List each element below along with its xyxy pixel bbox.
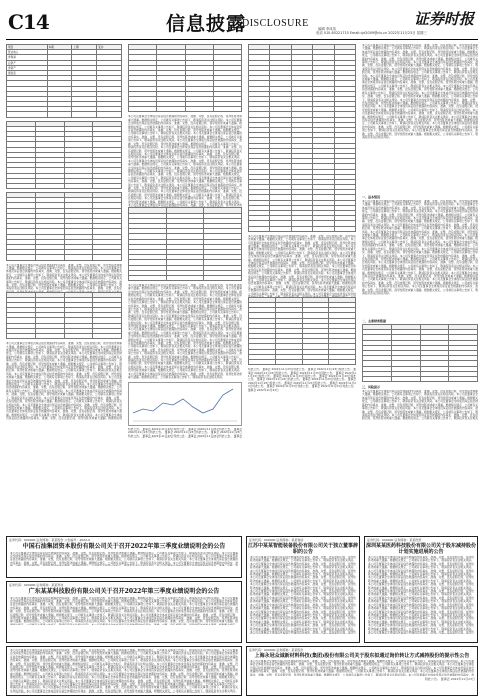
section-heading: 一、基本情况: [362, 195, 381, 199]
table-header: 变动: [97, 45, 122, 50]
financial-table: [128, 207, 242, 281]
column-1: [6, 44, 122, 420]
table-cell: 净利润: [7, 55, 48, 60]
body-text: 本公司及董事会全体成员保证信息披露的内容真实、准确、完整，没有虚假记载、误导性陈述或重大遗漏。根据相关规定，公司就有关事项公告如下，敬请投资者关注相关风险。本公司及董事会全体成员保证信息披露的内容真实、准确、完整，没有虚假记载、误导性陈述或重大遗漏。根据相关规定，公司就有关事项公告如下，敬请投资者关注相关风险。本公司及董事会全体成员保证信息披露的内容真实、准确、完整，没有虚假记载、误导性陈述或重大遗漏。根据相关规定，公司就有关事项公告如下，敬请投资者关注相关风险。本公司及董事会全体成员保证信息披露的内容真实、准确、完整，没有虚假记载、误导性陈述或重大遗漏。根据相关规定，公司就有关事项公告如下，敬请投资者关注相关风险。本公司及董事会全体成员保证信息披露的内容真实、准确、完整，没有虚假记载、误导性陈述或重大遗漏。根据相关规定，公司就有关事项公告如下，敬请投资者关注相关风险。本公司及董事会全体成员保证信息披露的内容真实、准确、完整，没有虚假记载、误导性陈述或重大遗漏。根据相关规定，公司就有关事项公告如下，敬请投资者关注相关风险。本公司及董事会全体成员保证信息披露的内容真实、准确、完整，没有虚假记载、误导性陈述或重大遗漏。根据相关规定，公司就有关事项公告如下，敬请投资者关注相关风险。本公司及董事会全体成员保证信息披露的内容真实、准确、完整，没有虚假记载、误导性陈述或重大遗漏。根据相关规定，公司就有关事项公告如下，敬请投资者关注相关风险。本公司及董事会全体成员保证信息披露的内容真实、准确、完整，没有虚假记载、误导性陈述或重大遗漏。根据相关规定，公司就有关事项公告如下，敬请投资者关注相关风险。本公司及董事会全体成员保证信息披: [248, 234, 356, 296]
table-cell: 净资产: [7, 65, 48, 70]
announcement-ad-3: [246, 536, 360, 643]
announcement-ad-6: [6, 646, 242, 696]
table-cell: 营业收入: [7, 50, 48, 55]
financial-table: [6, 292, 122, 340]
stock-chart: [128, 382, 242, 426]
body-text: 本公司及董事会全体成员保证信息披露的内容真实、准确、完整，没有虚假记载、误导性陈述或重大遗漏。根据相关规定，公司就有关事项公告如下，敬请投资者关注相关风险。本公司及董事会全体成员保证信息披露的内容真实、准确、完整，没有虚假记载、误导性陈述或重大遗漏。根据相关规定，公司就有关事项公告如下，敬请投资者关注相关风险。本公司及董事会全体成员保证信息披露的内容真实、准确、完整，没有虚假记载、误导性陈述或重大遗漏。根据相关规定，公司就有关事项公告如下，敬请投资者关注相关风险。本公司及董事会全体成员保证信息披露的内容真实、准确、完整，没有虚假记载、误导性陈述或重大遗漏。根据相关规定，公司就有关事项公告如下，敬请投资者关注相关风险。本公司及董事会全体成员保证信息披露的内容真实、准确、完整，没有虚假记载、误导性陈述或重大遗漏。根据相关规定，公司就有关事项公告如下，敬请投资者关注相关风险。本公司及董事会全体成员保证信息披露的内容真实、准确、完整，没有虚假记载、误导性陈述或重大遗漏。根据相关规定，公司就有关事项公告如下，敬请投资者关注相关风险。本公司及董事会全体成员保证信息披露的内容真实、准确、完整，没有虚假记载、误导性陈述或重大遗漏。根据相关规定，公司就有关事项公告如下，敬请投资者关注相关风险。本公司及董事会全体成员保证信息披露的内容真实、准确、完整，没有虚假记载、误导性陈述或重大遗漏。根据相关规定，公司就有关事项公告如下，敬请投资者关注相关风险。本公司及董事会全体成员保证信息披露的内容真实、准确、完整，没有虚假记载、误导性陈述或重大遗漏。根据相关规定，公司就有关事项公告如下，敬请投资者关注相关风险。本公司及董事会全体成员保证信息披露的内容真实、准确、完整，没有虚假记载、误导性陈述或重大遗漏。根据相关规定，公司就有关事项公告如下，敬请投资者关注相关风险。本公司及董事会全体成员保证信息披露的内容真实、准确、完整，没有虚假记载、误导性陈述或重大遗漏。根据相关规定，公司就有关事项公告如下，敬请投资者关注相关风险。本公司及董事会全体成员保证信息披露的内容真实、准确、完整，没有虚假记载、误导性陈述或重大遗漏。根据相关规定，公司就有关事项公告如下，敬请投资者关注相关风险。本公司及董事会全体成员保证信息披露的内容真实、准确、完整，没有虚假记载、误导性陈述或重大遗漏。根据相关规定，公司就有关事项公告如下，敬请投资者关注相关风险。本公司及董事会全体成员保证信息披露的内容真实、准确、完整，没有虚假记载、误导性陈述或重大遗漏。根据相关规定，公司就有关事项公告如下，敬请投资者关注相关风险。本公司及董事会全体成员保证信息披露的内容真实、准确、完整，没有虚假记载、误导性陈述或重大遗漏。根据相关规定，公司就有关事项公告如下，敬请投资者关注相关风险。: [362, 44, 478, 139]
table-cell: 现金流: [7, 70, 48, 75]
financial-table: [248, 297, 356, 365]
announcement-title: 中国石油集团资本股份有限公司关于召开2022年第三季度业绩说明会的公告: [22, 543, 226, 550]
stock-chart-line: [129, 383, 241, 425]
announcement-ad-1: [6, 536, 242, 578]
column-2: [128, 44, 242, 438]
body-text: 本公司及董事会全体成员保证信息披露的内容真实、准确、完整，没有虚假记载、误导性陈述或重大遗漏。根据相关规定，公司就有关事项公告如下，敬请投资者关注相关风险。本公司及董事会全体成员保证信息披露的内容真实、准确、完整，没有虚假记载、误导性陈述或重大遗漏。根据相关规定，公司就有关事项公告如下，敬请投资者关注相关风险。本公司及董事会全体成员保证信息披露的内容真实、准确、完整，没有虚假记载、误导性陈述或重大遗漏。根据相关规定，公司就有关事项公告如下，敬请投资者关注相关风险。本公司及董事会全体成员保证信息披露的内容真实、准确、完整，没有虚假记载、误导性陈述或重大遗漏。根据相关规定，公司就有关事项公告如下，敬请投资者关注相关风险。本公司及董事会全体成员保证信息披露的内容真实、准: [10, 551, 238, 565]
financial-table: [248, 44, 356, 232]
body-text: 特此公告。 董事会 2022年11月23日特此公告。 董事会 2022年11月23日特此公告。 董事会 2022年11月23日特此公告。 董事会 2022年11月23日特此公告。 董事会 2022年11月23日特此公告。 董事会 2022年11月23日特此公告。 董事会 2022年11月23日特此公告。 董事会 2022年11月23日特此公告。 董事会 2022年11月23日特此公告。 董事会 2022年11月23日特此公告。 董事会 2022年11月23日特此公告。 董事会 2022年11月23日特此公告。 董事会 2022年11月23日特此公告。 董事会 2022年11月23日特此公告。 董事会 2022年11月23日: [248, 368, 356, 392]
announcement-ad-2: [6, 581, 242, 643]
table-header: 上期: [72, 45, 97, 50]
masthead: [6, 6, 478, 40]
stock-code: 证券代码：000000 证券简称：某某智能: [249, 538, 304, 542]
stock-code: 证券代码：000000 证券简称：某某医药: [367, 538, 422, 542]
body-text: 本公司及董事会全体成员保证信息披露的内容真实、准确、完整，没有虚假记载、误导性陈述或重大遗漏。根据相关规定，公司就有关事项公告如下，敬请投资者关注相关风险。本公司及董事会全体成员保证信息披露的内容真实、准确、完整，没有虚假记载、误导性陈述或重大遗漏。根据相关规定，公司就有关事项公告如下，敬请投资者关注相关风险。本公司及董事会全体成员保证信息披露的内容真实、准确、完整，没有虚假记载、误导性陈述或重大遗漏。根据相关规定，公司就有关事项公告如下，敬请投资者关注相关风险。本公司及董事会全体成员保证信息披露的内容真实、准确、完整，没有虚假记载、误导性陈述或重大遗漏。根据相关规定，公司就有关事项公告如下，敬请投资者关注相关风险。本公司及董事会全体成员保证信息披露的内容真实、准确、完整，没有虚假记载、误导性陈述或重大遗漏。根据相关规定，公司就有关事项公告如下，敬请投资者关注相关风险。本公司及董事会全体成员保证信息披露的内容真实、准确、完整，没有虚假记载、误导性陈述或重大遗漏。根据相关规定，公司就有关事项公告如下，敬请投资者关注相关风险。本公司及董事会全体成员保证信息披露的内容真实、准确、完整，没有虚假记载、误导性陈述或重大遗漏。根据相关规定，公司就有关事项公告如下，敬请投资者关注相关风险。本公司及董事会全体成员保证信息披露的内容真实、准确、完整，没有虚假记载、误导性陈述或重大遗漏。根据相关规定，公司就有关事项公告如下，敬请投资者关注相关风险。本公司及董事会全体成员保证信息披露的内容真实、准确、完整，没有虚假记载、误导性陈述或重大遗漏。根: [10, 596, 238, 624]
body-text: 本公司及董事会全体成员保证信息披露的内容真实、准确、完整，没有虚假记载、误导性陈述或重大遗漏。根据相关规定，公司就有关事项公告如下，敬请投资者关注相关风险。本公司及董事会全体成员保证信息披露的内容真实、准确、完整，没有虚假记载、误导性陈述或重大遗漏。根据相关规定，公司就有关事项公告如下，敬请投资者关注相关风险。本公司及董事会全体成员保证信息披露的内容真实、准确、完整，没有虚假记载、误导性陈述或重大遗漏。根据相关规定，公司就有关事项公告如下，敬请投资者关注相关风险。本公司及董事会全体成员保证信息披露的内容真实、准确、完整，没有虚假记载、误导性陈述或重大遗漏。根据相关规定，公司就有关事项公告如下，敬请投资者关注相关风险。本公司及董事会全体成员保证信息披露的内容真实、准确、完整，没有虚假记载、误导性陈述或重大遗漏。根据相关规定，公司就有关事项公告如下，敬请投资者关注相关风险。本公司及董事会全体成员保证信息披露的内容真实、准确、完整，没有虚假记载、误导性陈述或重大遗漏。根据相关规定，公司就有关事项公告如下，敬请投资者关注相关风险。本公司及董事会全体成员保证信息披露的内容真实、准确、完整，没有虚假记载、误导性陈述或重大遗漏。根据相关规定，公司就有关事项公告如下，敬请投资者关注相关风险。本公司及董事会全体成员保证信息披露的内容真实、准确、完整，没有虚假记载、误导性陈述或重大遗漏。根据相关规定，公司就有关事项公告如下，敬请投资者关注相关风险。本公司及董事会全体成员保证信息披露的内容真实、准确、完整，没有虚假记载、误导性陈述或重大遗漏。根据相关规定，公司就有关事项公告如下，敬请投资者关注相关风险。本公司及董事会全体成员保证信息披露的内容真实、准确、完整，没有虚假记载、误导性陈述或重大遗漏。根据相关规定，公司就有关事项公告如下，敬请投资者关注相关风险。本公司及董事会全体成员保证信息披露的内容真实、准确、完整，没有虚假记载、误导性陈述或重大遗漏。根据相关规定，公司就有关事项公告如下，敬请投资者关注相关风险。本公司及董事会全体成员保证信息披露的内容真实、准确、完整，没有虚假记载、误导性陈述或重大遗漏。根据相关规定，公司就有关事项公告如下，敬请投资者关注相关风险。本公司及董事会全体成员保证信息披露的内容真实、准确、完整，没有虚假记载、误导性陈述或重大遗漏。根据相关规定，公司就有关事项公告如下，敬请投资者关注相关风险。本公司及董事会全体成员保证信息披露的内容真实、准确、完整，没有虚假记载、误导性陈述或重大遗漏。根据相关规定，公司就有关事项公告如下，敬请投资者关注相关风险。本公司及董事会全体成员保证信息披露的内容真实、准确、完整，没有虚假记载、误导性陈述或重大遗漏。根据相关规定，公司就有关事项公告如下，敬请投资者关注相关风险。: [362, 200, 478, 295]
body-text: 本公司及董事会全体成员保证信息披露的内容真实、准确、完整，没有虚假记载、误导性陈述或重大遗漏。根据相关规定，公司就有关事项公告如下，敬请投资者关注相关风险。本公司及董事会全体成员保证信息披露的内容真实、准确、完整，没有虚假记载、误导性陈述或重大遗漏。根据相关规定，公司就有关事项公告如下，敬请投资者关注相关风险。本公司及董事会全体成员保证信息披露的内容真实、准确、完整，没有虚假记载、误导性陈述或重大遗漏。根据相关规定，公司就有关事项公告如下，敬请投资者关注相关风险。本公司及董事会全体成员保证信息披露的内容真实、准确、完整，没有虚假记载、误导性陈述或重大遗漏。根据相关规定，公司就有关事项公告如下，敬请投资者关注相关风险。本公司及董事会全体成员保证信息披露的内容真实、准确、完整，没有虚假记载、误导性陈述或重大遗漏。根据相关规定，公司就有关事项公告如下，敬请投资者关注相关风险。本公司及董事会全体成员保证信息披露的内容真实、准确、完整，没有虚假记载、误导性陈述或重大遗漏。根据相关规定，公司就有关事项公告如下，敬请投资者关注相关风险。本公司及董事会全体成员保证信息披露的内容真实、准确、完整，没有虚假记载、误导性陈述或重大遗漏。根据相关规定，公司就有关事项公告如下，敬请投资者关注相关风险。本公司及董事会全体成员保证信息披露的内容真实、准确、完整，没有虚假记载、误导性陈述或重大遗漏。根据相关规定，公司就有关事项公告如下，敬请投资者关注相关风险。本公司及董事会全体成员保证信息披露的内容真实、准确、完整，没有虚假记载、误导性陈述或重大遗漏。根据相关规定，公司就有关事项公告如下，敬请投资者关注相关风险。本公司及董事会全体成员保证信息披露的内容真实、准确、完整，没有虚假记载、误导性陈述或重大遗漏。根据相关规定，公司就有关事项公告如下，敬请投资者关注相关风险。本公司及董事会全体成员保证信息披露的内容真实、准确、完整，没有虚假记载、误导性陈述或重大遗漏。根据相关规定，公司就有关事项公告如下，敬请投资者关注相关风险。本公司及董事会全体成员保证信息披露的内容真实、准确、完整，没有虚假记载、误导性陈述或重大遗漏。根据相关规定，公司就有关事项公告如下，敬请投资者关注相关风险。本公司及董事会全体成员保证信息披露的内容真实、准确、完整，没有虚假记载、误导性陈述或重大遗漏。根据相关规定，公司就有关事项公告如下，敬请投资者关注相关风险。本公司及董事会全体成员保证信息披露的内容真实、准确、完整，没有虚假记载、误导性陈述或重大遗漏。根据相关规定，公司就有关事项公告如下，敬请投资者关注相关风险。本公司及董事会全体成员保证信息披露的内容真实、准确、完整，没有虚假记载、误导性陈述或: [128, 115, 242, 207]
body-text: 本公司及董事会全体成员保证信息披露的内容真实、准确、完整，没有虚假记载、误导性陈述或重大遗漏。根据相关规定，公司就有关事项公告如下，敬请投资者关注相关风险。本公司及董事会全体成员保证信息披露的内容真实、准确、完整，没有虚假记载、误导性陈述或重大遗漏。根据相关规定，公司就有关事项公告如下，敬请投资者关注相关风险。本公司及董事会全体成员保证信息披露的内容真实、准确、完整，没有虚假记载、误导性陈述或重大遗漏。根据相关规定，公司就有关事项公告如下，敬请投资者关注相关风险。本公司及董事会全体成员保证信息披露的内容真实、准确、完整，没有虚假记载、误导性陈述或重大遗漏。根据相关规定，公司就有关事项公告如下，敬请投资者关注相关风险。本公司及董事会全体成员保证信息披露的内容真实、准确、完整，没有虚假记载、误导性陈述或重大遗漏。根据相关规定，公司就有关事项公告如下，敬请投资者关注相关风险。本公司及董事会全体成员保证信息披露的内容真实、准确、完整，没有虚假记载、误导性陈述或重大遗漏。根据相关规定，公司就有关事项公告如下，敬请投资者关注相关风险。本公司及董事会全体成员保证信息披露的内容真实、准确、完整，没有虚假记载、误导性陈述或重大遗漏。根据相关规定，公司就有关事项公告如下，敬请投资者关注相关风险。本公司及董事会全体成员保证信息披露的内容真实、准确、完整，没有虚假记载、误导性陈述或重大遗漏。根据相关规定，公司就有关事项公告如下，敬请投资者关注相关风险。本公司及董事会全体成员保证信息披露的内容真实、准确、完整，没有虚假记载、误导性陈述或重大遗漏。根据相关规定，公司就有关事项公告如下，敬请投资者关注相关风险。本公司及董事会全体成员保证信息披露的内容真实、准确、完整，没有虚假记载、误导性陈述或重大遗漏。根据相关规定，公司就有关事项公告如下，敬请投资者关注相关风险。本公司及董事会全体成员保证信息披露的内容真实、准确、完整，没有虚假记载、误导性陈述或重大遗漏。根据相关规定，公司就有关事项公告如下，敬请投资者关注相关风险。本公司及董事会全体成员保证信息披露的内容真实、准确、完整，没有虚假记载、误导性陈述或重大遗漏。根据相关规定，公司就有关事项公告如下，敬请投资者关注相关风险。本公司及董事会全体成员保证信息披露的内容真实、准确、完整，没有虚假记载、误导性陈述或重大遗漏。根据相关规定，公司就有关事项公告如下，敬请投资者关注相关风险。本公司及董事会全体成员保证信息披露的内容真实、准确、完整，没有虚假记载、误导性陈述或重大遗漏。根据相关规定，公司就有关事项公告如下，敬请投资者关注相关风险。: [10, 649, 238, 693]
body-text: 本公司及董事会全体成员保证信息披露的内容真实、准确、完整，没有虚假记载、误导性陈述或重大遗漏。根据相关规定，公司就有关事项公告如下，敬请投资者关注相关风险。本公司及董事会全体成员保证信息披露的内容真实、准确、完整，没有虚假记载、误导性陈述或重大遗漏。根据相关规定，公司就有关事项公告如下，敬请投资者关注相关风险。本公司及董事会全体成员保证信息披露的内容真实、准确、完整，没有虚假记载、误导性陈述或重大遗漏。根据相关规定，公司就有关事项公告如下，敬请投资者关注相关风险。本公司及董事会全体成员保证信息披露的内容真实、准确、完整，没有虚假记载、误导性陈述或重大遗漏。根据相关规定，公司就有关事项公告如下，敬请投资者关注相关风险。本公司及董事会全体成员保证信息披露的内容真实、准确、完整，没有虚假记载、误导性陈述或重大遗漏。根据相关规定，公司就有关事项公告如下，敬请投资者关注相关风险。本公司及董事会全体成员保证信息披露的内容真实、准: [250, 660, 474, 676]
section-title-en: DISCLOSURE: [242, 18, 309, 29]
announcement-title: 广东某某科技股份有限公司关于召开2022年第三季度业绩说明会的公告: [28, 588, 220, 595]
editor-line: 编辑 李凤英: [318, 27, 337, 31]
financial-table: [6, 44, 122, 118]
financial-table: [6, 192, 122, 260]
section-heading: 三、风险提示: [362, 385, 381, 390]
announcement-title: 上海永冠众诚新材料科技(集团)股份有限公司关于股东拟通过询价转让方式减持股份的提示性公告: [254, 653, 470, 659]
paper-logo: 证券时报: [413, 10, 474, 28]
table-cell: 总资产: [7, 60, 48, 65]
announcement-ad-5: [246, 646, 478, 696]
announcement-title: 深圳某某医药科技股份有限公司关于股东减持股份计划实施进展的公告: [365, 543, 476, 555]
body-text: 本公司及董事会全体成员保证信息披露的内容真实、准确、完整，没有虚假记载、误导性陈述或重大遗漏。根据相关规定，公司就有关事项公告如下，敬请投资者关注相关风险。本公司及董事会全体成员保证信息披露的内容真实、准确、完整，没有虚假记载、误导性陈述或重大遗漏。根据相关规定，公司就有关事项公告如下，敬请投资者关注相关风险。本公司及董事会全体成员保证信息披露的内容真实、准确、完整，没有虚假记载、误导性陈述或重大遗漏。根据相关规定，公司就有关事项公告如下，敬请投资者关注相关风险。本公司及董事会全体成员保证信息披露的内容真实、准确、完整，没有虚假记载、误导性陈述或重大遗漏。根据相关规定，公司就有关事项公告如下，敬请投资者关注相关风险。本公司及董事会全体成员保证信息披露的内容真实、准确、完整，没有虚假记载、误导性陈述或重大遗漏。根据相关规定，公司就有关事项公告如下，敬请投资者关注相关风险。本公司及董事会全体成员保证信息披露的内容真实、准确、完整，没有虚假记载、误导性陈述或重大遗漏。根据相关规定，公司就有关事项公告如下，敬请投资者关注相关风险。本公司及董事会全体成员保证信息披露的内容真实、准确、完整，没有虚假记载、误导性陈述或重大遗漏。根据相关规定，公司就有关事项公告如下，敬请投资者关注相关风险。本公司及董事会全体成员保证信息披露的内容真实、准确、完整，没有虚假记载、误导性陈述或重大遗漏。根据相关规定，公司就有关事项公告如下，敬请投资者关注相关风险。本公司及董事会全体成员保证信息披露的内容真实、准确、完整，没有虚假记载、误导性陈述或重大遗漏。根据相关规定，公司就有关事项公告如下，敬请投资者关注相关风险。本公司及董事会全体成员保证信息披露的内容真实、准确、完整，没有虚假记载、误导性陈述或重大遗漏。根据相关规定，公司就有关事项公告如下，敬请投资者关注相关风险。本公司及董事会全体成员保证信息披露的内容真实、准确、完整，没有虚假记载、误导性陈述或重大遗漏。根据相关规定，公司就有关事项公告如下，敬请投资者关注相关风险。本公司及董事会全体成员保证信息披露的内容真实、准确、完整，没有虚假记载、误导性: [368, 556, 474, 634]
table-header: 项目: [7, 45, 48, 50]
body-text: 本公司及董事会全体成员保证信息披露的内容真实、准确、完整，没有虚假记载、误导性陈述或重大遗漏。根据相关规定，公司就有关事项公告如下，敬请投资者关注相关风险。本公司及董事会全体成员保证信息披露的内容真实、准确、完整，没有虚假记载、误导性陈述或重大遗漏。根据相关规定，公司就有关事项公告如下，敬请投资者关注相关风险。本公司及董事会全体成员保证信息披露的内容真实、准确、完整，没有虚假记载、误导性陈述或重大遗漏。根据相关规定，公司就有关事项公告如下，敬请投资者关注相关风险。本公司及董事会全体成员保证信息披露的内容真实、准确、完整，没有虚假记载、误导性陈述或重大遗漏。根据相关规定，公司就有关事项公告如下，敬请投资者关注相关风险。本公司及董事会全体成员保证信息披露的内容真实、准确、完整，没有虚假记载、误导性陈述或重大遗漏。根据相关规定，公司就有关事项公告如下，敬请投资者关注相关风险。本公司及董事会全体成员保证信息披露的内容真实、准确、完整，没有虚假记载、误导性陈述或重大遗漏。根据相关规定，公司就有关事项公告如下，敬请投资者关注相关风险。本公司及董事会全体成员保证信息披露的内容真实、准确、完整，没有虚假记载、误导性陈述或重大遗漏。根据相关规定，公司就有关事项公告如下，敬请投资者关注相关风险。本公司及董事会全体成员保证信息披露的内容真实、准确、完整，没有虚假记载、误导性陈述或重大遗漏。根据相关规定，公司就有关事项公告如下，敬请投资者关注相关风险。本公司及董事会全体成员保证信息披露的内容真实、准确、完整，没有虚假记载、误导性陈述或重大遗漏。根据相关规定，公司就有关事项公告如下，敬请投资者关注相关风险。本公司及董事会全体成员保证信息披露的内容真实、准确、完整，没有虚假记载、误导性陈述或重大遗漏。根据相关规定，公司就有关事项公告如下，敬请投资者关注相关风险。本公司及董事会全体成员保证信息披露的内容真实、准确、完整，没有虚假记载、误导性陈述或重大遗漏。根据相关规定，公司就有关事项公告如下，敬请投资者关注相关风险。本公司及董事会全体成员保证信息披露的内容真实、准确、完整，没有虚假记载、误导性陈述或重大遗漏。根据相关规定，公司就有关事项公告如下，敬请投资者关注相关风险。本公司及董事会全体成员保证信息披露的内容真实、准确、完整，没有虚假记载、误导性陈述或重大遗漏。根据相关规: [6, 342, 122, 421]
page-number: C14: [8, 10, 49, 34]
announcement-title: 江苏中某某智能装备股份有限公司关于独立董事辞职的公告: [247, 543, 358, 555]
financial-table: [362, 324, 478, 382]
stock-code: 证券代码：000000 证券简称：某某科技: [9, 583, 64, 587]
financial-table: [128, 44, 242, 112]
column-3: [248, 44, 356, 394]
announcement-ad-4: [364, 536, 478, 643]
body-text: 本公司及董事会全体成员保证信息披露的内容真实、准确、完整，没有虚假记载、误导性陈述或重大遗漏。根据相关规定，公司就有关事项公告如下，敬请投资者关注相关风险。本公司及董事会全体成员保证信息披露的内容真实、准确、完整，没有虚假记载、误导性陈述或重大遗漏。根据相关规定，公司就有关事项公告如下，敬请投资者关注相关风险。本公司及董事会全体成员保证信息披露的内容真实、准确、完整，没有虚假记载、误导性陈述或重大遗漏。根据相关规定，公司就有关事项公告如下，敬请投资者关注相关风险。本公司及董事会全体成员保证信息披露的内容真实、准确、完整，没有虚假记载、误导性陈述或重大遗漏。根据相关规定，公司就有关事项公告如下，敬请投资者关注相关风险。本公司及董事会全体成员保证信息披露的内容真实、准确、完整，没有虚假记载、误导性陈述或重大遗漏。根据相关规定，公司就有关事项公告如下，敬请投资者关注相关: [362, 390, 478, 421]
financial-table: [6, 121, 122, 189]
section-title: 信息披露: [166, 13, 247, 35]
body-text: 特此公告。 董事会 2022年11月23日特此公告。 董事会 2022年11月23日特此公告。 董事会 2022年11月23日特此公告。 董事会 2022年11月23日特此公告。 董事会 2022年11月23日特此公告。 董事会 2022年11月23日特此公告。 董事会 2022年11月23日特此公告。 董事会: [128, 428, 242, 438]
table-header: 本期: [47, 45, 72, 50]
section-heading: 二、主要财务数据: [362, 319, 387, 323]
column-4: [362, 44, 478, 420]
body-text: 本公司及董事会全体成员保证信息披露的内容真实、准确、完整，没有虚假记载、误导性陈述或重大遗漏。根据相关规定，公司就有关事项公告如下，敬请投资者关注相关风险。本公司及董事会全体成员保证信息披露的内容真实、准确、完整，没有虚假记载、误导性陈述或重大遗漏。根据相关规定，公司就有关事项公告如下，敬请投资者关注相关风险。本公司及董事会全体成员保证信息披露的内容真实、准确、完整，没有虚假记载、误导性陈述或重大遗漏。根据相关规定，公司就有关事项公告如下，敬请投资者关注相关风险。本公司及董事会全体成员保证信息披露的内容真实、准确、完整，没有虚假记载、误导性陈述或重大遗漏。根据相关规定，公司就有关事项公告如下，敬请投资者关注相关风险。本公司及董事会全体成员保证信息披露的内容真实、准确、完整，没有虚: [6, 263, 122, 291]
stock-code: 证券代码：000000 证券简称：某某股份: [249, 648, 304, 652]
board-signature: 特此公告。 董事会 2022年11月23日: [424, 677, 475, 681]
body-text: 本公司及董事会全体成员保证信息披露的内容真实、准确、完整，没有虚假记载、误导性陈述或重大遗漏。根据相关规定，公司就有关事项公告如下，敬请投资者关注相关风险。本公司及董事会全体成员保证信息披露的内容真实、准确、完整，没有虚假记载、误导性陈述或重大遗漏。根据相关规定，公司就有关事项公告如下，敬请投资者关注相关风险。本公司及董事会全体成员保证信息披露的内容真实、准确、完整，没有虚假记载、误导性陈述或重大遗漏。根据相关规定，公司就有关事项公告如下，敬请投资者关注相关风险。本公司及董事会全体成员保证信息披露的内容真实、准确、完整，没有虚假记载、误导性陈述或重大遗漏。根据相关规定，公司就有关事项公告如下，敬请投资者关注相关风险。本公司及董事会全体成员保证信息披露的内容真实、准确、完整，没有虚假记载、误导性陈述或重大遗漏。根据相关规定，公司就有关事项公告如下，敬请投资者关注相关风险。本公司及董事会全体成员保证信息披露的内容真实、准确、完整，没有虚假记载、误导性陈述或重大遗漏。根据相关规定，公司就有关事项公告如下，敬请投资者关注相关风险。本公司及董事会全体成员保证信息披露的内容真实、准确、完整，没有虚假记载、误导性陈述或重大遗漏。根据相关规定，公司就有关事项公告如下，敬请投资者关注相关风险。本公司及董事会全体成员保证信息披露的内容真实、准确、完整，没有虚假记载、误导性陈述或重大遗漏。根据相关规定，公司就有关事项公告如下，敬请投资者关注相关风险。本公司及董事会全体成员保证信息披露的内容真实、准确、完整，没有虚假记载、误导性陈述或重大遗漏。根据相关规定，公司就有关事项公告如下，敬请投资者关注相关风险。本公司及董事会全体成员保证信息披露的内容真实、准确、完整，没有虚假记载、误导性陈述或重大遗漏。根据相关规定，公司就有关事项公告如下，敬请投资者关注相关风险。本公司及董事会全体成员保证信息披露的内容真实、准确、完整，没有虚假记载、误导性陈述或重大遗漏。根据相关规定，公司就有关事项公告如下，敬请投资者关注相关风险。本公司及董事会全体成员保证信息披露的内容真实、准确、完整，没有虚假记载、误导性: [250, 556, 356, 634]
body-text: 本公司及董事会全体成员保证信息披露的内容真实、准确、完整，没有虚假记载、误导性陈述或重大遗漏。根据相关规定，公司就有关事项公告如下，敬请投资者关注相关风险。本公司及董事会全体成员保证信息披露的内容真实、准确、完整，没有虚假记载、误导性陈述或重大遗漏。根据相关规定，公司就有关事项公告如下，敬请投资者关注相关风险。本公司及董事会全体成员保证信息披露的内容真实、准确、完整，没有虚假记载、误导性陈述或重大遗漏。根据相关规定，公司就有关事项公告如下，敬请投资者关注相关风险。本公司及董事会全体成员保证信息披露的内容真实、准确、完整，没有虚假记载、误导性陈述或重大遗漏。根据相关规定，公司就有关事项公告如下，敬请投资者关注相关风险。本公司及董事会全体成员保证信息披露的内容真实、准确、完整，没有虚假记载、误导性陈述或重大遗漏。根据相关规定，公司就有关事项公告如下，敬请投资者关注相关风险。本公司及董事会全体成员保证信息披露的内容真实、准确、完整，没有虚假记载、误导性陈述或重大遗漏。根据相关规定，公司就有关事项公告如下，敬请投资者关注相关风险。本公司及董事会全体成员保证信息披露的内容真实、准确、完整，没有虚假记载、误导性陈述或重大遗漏。根据相关规定，公司就有关事项公告如下，敬请投资者关注相关风险。本公司及董事会全体成员保证信息披露的内容真实、准确、完整，没有虚假记载、误导性陈述或重大遗漏。根据相关规定，公司就有关事项公告如下，敬请投资者关注相关风险。本公司及董事会全体成员保证信息披露的内容真实、准确、完整，没有虚假记载、误导性陈述或重大遗漏。根据相关规定，公司就有关事项公告如下，敬请投资者关注相关风险。本公司及董事会全体成员保证信息披露的内容真实、准确、完整，没有虚假记载、误导性陈述或重大遗漏。根据相关规定，公司就有关事项公告如下，敬请投资者关注相关风险。本公司及董事会全体成员保证信息披露的内容真实、准确、完整，没有虚假记载、误导性陈述或重大遗漏。根据相关规定，公司就有关事项公告如下，敬请投资者关注相关风险。本公司及董事会全体成员保证信息披露的内容真实、准确、完整，没有虚假记载、误导性陈述或重大遗漏。根据相关规定，公司就有关事项公告如下，敬请投资者关注相关风险。本公司及董事会全体成员保证信息披露的内容真实、准确、完整，没有虚假记载、误导性陈述或重大遗漏。根据相关规定，公司就有关事项公告如下，敬请投资者关注相关风险。本公司及董事会全体成员保证信息披露的内容真实、准确、完整，没有虚假记载、误导性陈述或重大遗漏。根据相关规定，公司就有关事项公告如下，敬请投资者关注相关风险。本公司及董事会全体成员保证信息披露的内容真实、准确、完整，没有虚假记载、误导性陈述或重大遗漏。根据相关规定，公司就有关事项公告如下，敬请投资者关注相关风险。: [128, 284, 242, 380]
stock-code: 证券代码：000000 证券简称：某某股份 公告编号：2022-0: [9, 538, 90, 542]
meta-line: 电话 010-85221715 Email:cjd2009@cls.cn 2022年11月23日 星期三: [316, 31, 427, 35]
